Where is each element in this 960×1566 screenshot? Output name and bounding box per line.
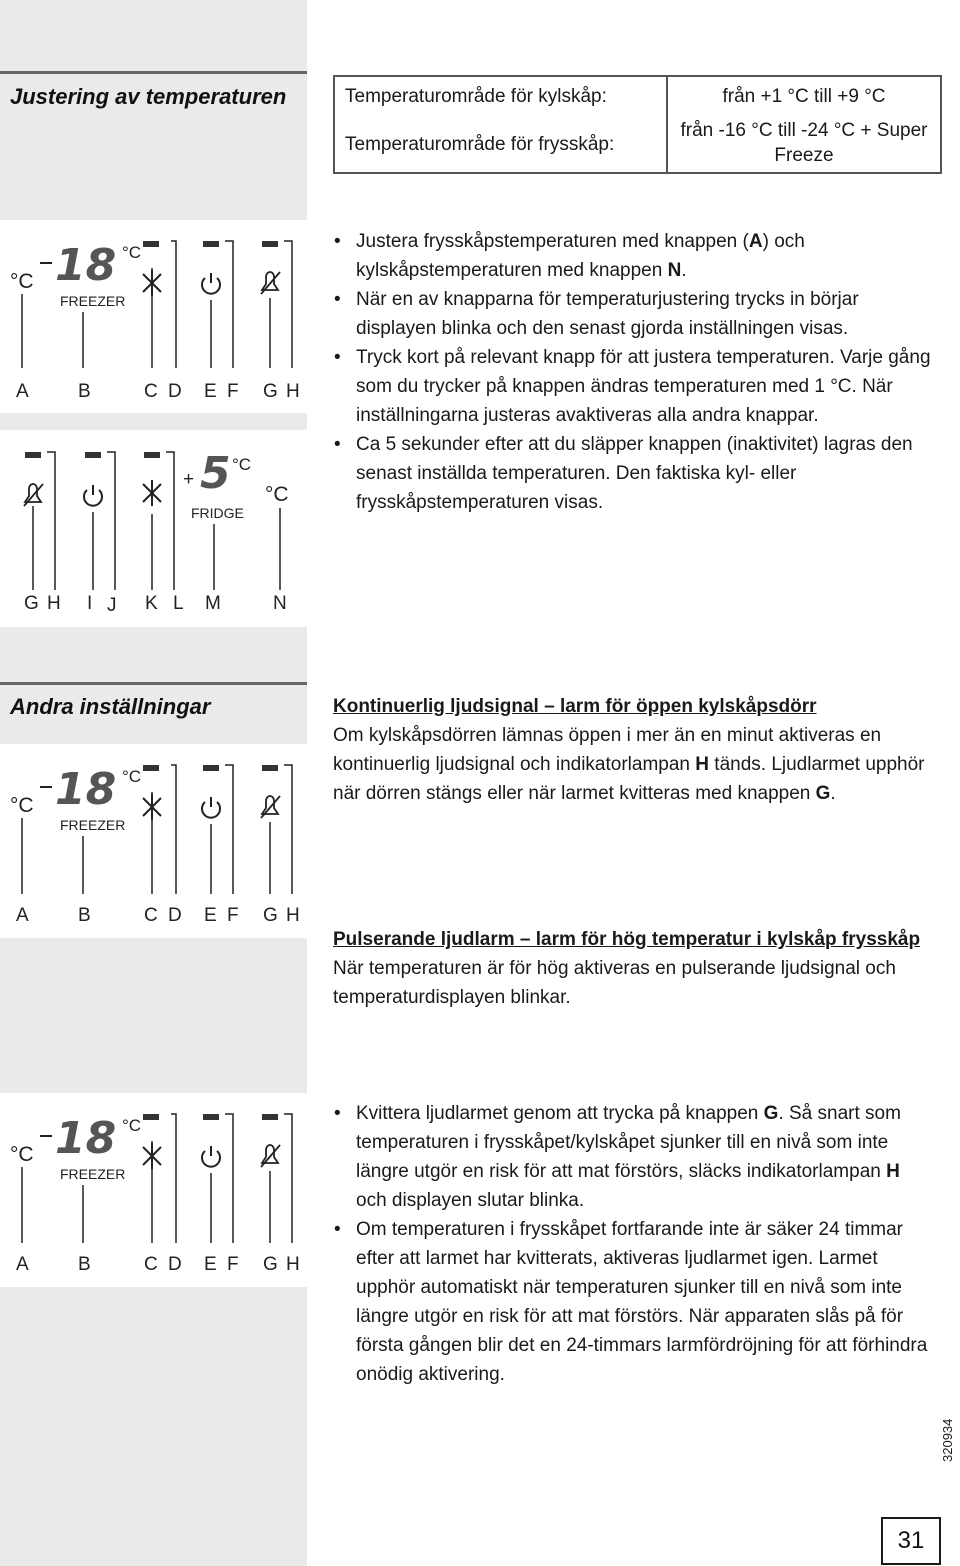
fridge-key-m: M: [205, 593, 221, 614]
freezer-key-d: D: [168, 1254, 182, 1275]
freezer-key-h: H: [286, 1254, 300, 1275]
power-icon: [202, 797, 220, 818]
fridge-key-k: K: [145, 593, 158, 614]
freezer-key-f: F: [227, 905, 239, 926]
temperature-range-table: [333, 75, 942, 174]
freezer-key-h: H: [286, 905, 300, 926]
freezer-key-d: D: [168, 381, 182, 402]
temperature-instructions: [333, 227, 933, 517]
freezer-key-a: A: [16, 381, 29, 402]
pulsing-alarm-section: [333, 925, 933, 1012]
freezer-key-f: F: [227, 381, 239, 402]
page-number: 31: [881, 1517, 941, 1565]
pulsing-alarm-heading: Pulserande ljudlarm – larm för hög temperatur i kylskåp frysskåp: [333, 929, 921, 950]
freezer-range-value: från -16 °C till -24 °C + Super Freeze: [680, 120, 928, 166]
fridge-key-i: I: [87, 593, 93, 614]
freezer-display: 18: [55, 1113, 117, 1164]
freezer-key-g: G: [263, 381, 278, 402]
fridge-display-label: FRIDGE: [191, 505, 244, 521]
panel-diagram-svg: [0, 220, 307, 627]
freezer-key-c: C: [144, 381, 158, 402]
list-item: • Tryck kort på relevant knapp för att justera temperaturen. Varje gång som du trycker på knappen ändras temperaturen med 1 °C. När inställningarna justeras avaktiveras alla andra knappar.: [333, 343, 933, 430]
freezer-unit-right: °C: [122, 243, 142, 262]
power-icon: [84, 485, 102, 506]
freezer-key-e: E: [204, 905, 217, 926]
acknowledge-instructions: [333, 1099, 933, 1389]
fridge-range-value: från +1 °C till +9 °C: [722, 86, 886, 107]
freezer-panel-svg: [0, 744, 307, 938]
section-rule: [0, 71, 307, 74]
alarm-off-icon: [261, 796, 280, 818]
freezer-display: 18: [55, 764, 117, 815]
freezer-key-g: G: [263, 905, 278, 926]
fridge-key-l: L: [173, 593, 184, 614]
super-cool-icon: [143, 480, 161, 506]
freezer-unit-left: °C: [10, 270, 34, 293]
freezer-display: 18: [55, 240, 117, 291]
section-title-other-settings: Andra inställningar: [10, 694, 211, 719]
freezer-key-c: C: [144, 905, 158, 926]
freezer-key-b: B: [78, 381, 91, 402]
pulsing-alarm-text: När temperaturen är för hög aktiveras en pulserande ljudsignal och temperaturdisplayen blinkar.: [333, 958, 896, 1008]
fridge-unit-display: °C: [232, 455, 252, 474]
freezer-key-a: A: [16, 1254, 29, 1275]
freezer-unit-left: °C: [10, 1143, 34, 1166]
fridge-range-label: Temperaturområde för kylskåp:: [345, 86, 607, 107]
freezer-unit-right: °C: [122, 767, 142, 786]
freezer-range-label: Temperaturområde för frysskåp:: [345, 134, 615, 155]
fridge-display: 5: [200, 448, 231, 499]
fridge-unit-right: °C: [265, 483, 289, 506]
fridge-key-j: J: [107, 595, 117, 616]
freezer-panel: [10, 240, 300, 402]
control-panel-diagram: [0, 220, 307, 627]
power-icon: [202, 273, 220, 294]
fridge-key-h: H: [47, 593, 61, 614]
freezer-key-b: B: [78, 1254, 91, 1275]
freezer-key-h: H: [286, 381, 300, 402]
freezer-key-f: F: [227, 1254, 239, 1275]
list-item: • Justera frysskåpstemperaturen med knappen (A) och kylskåpstemperaturen med knappen N.: [333, 227, 933, 285]
fridge-key-g: G: [24, 593, 39, 614]
super-freeze-icon: [143, 270, 161, 296]
fridge-key-n: N: [273, 593, 287, 614]
freezer-key-e: E: [204, 381, 217, 402]
freezer-key-c: C: [144, 1254, 158, 1275]
list-item: • Kvittera ljudlarmet genom att trycka på knappen G. Så snart som temperaturen i frysskåpet/kylskåpet sjunker till en nivå som inte längre utgör en risk för att mat förstörs, släcks indikatorlampan H och displayen slutar blinka.: [333, 1099, 933, 1215]
list-item: • När en av knapparna för temperaturjustering trycks in börjar displayen blinka och den senast gjorda inställningen visas.: [333, 285, 933, 343]
continuous-alarm-section: [333, 692, 943, 808]
alarm-off-icon: [261, 1145, 280, 1167]
freezer-key-a: A: [16, 905, 29, 926]
freezer-display-label: FREEZER: [60, 1166, 126, 1182]
alarm-off-icon: [261, 272, 280, 294]
section-rule: [0, 682, 307, 685]
freezer-unit-right: °C: [122, 1116, 142, 1135]
super-freeze-icon: [143, 794, 161, 820]
freezer-unit-left: °C: [10, 794, 34, 817]
continuous-alarm-heading: Kontinuerlig ljudsignal – larm för öppen kylskåpsdörr: [333, 696, 817, 717]
freezer-display-label: FREEZER: [60, 293, 126, 309]
freezer-key-e: E: [204, 1254, 217, 1275]
section-title-temperature: Justering av temperaturen: [10, 84, 287, 109]
freezer-display-label: FREEZER: [60, 817, 126, 833]
freezer-panel-diagram: [0, 1093, 307, 1287]
fridge-display-plus: +: [183, 469, 195, 490]
list-item: • Ca 5 sekunder efter att du släpper knappen (inaktivitet) lagras den senast inställda temperaturen. Den faktiska kyl- eller frysskåpstemperaturen visas.: [333, 430, 933, 517]
power-icon: [202, 1146, 220, 1167]
super-freeze-icon: [143, 1143, 161, 1169]
alarm-off-icon: [24, 484, 43, 506]
continuous-alarm-text: Om kylskåpsdörren lämnas öppen i mer än en minut aktiveras en kontinuerlig ljudsignal och indikatorlampan H tänds. Ljudlarmet upphör när dörren stängs eller när larmet kvitteras med knappen G.: [333, 725, 925, 804]
freezer-key-g: G: [263, 1254, 278, 1275]
freezer-key-b: B: [78, 905, 91, 926]
document-code: 320934: [940, 1418, 955, 1462]
freezer-panel-svg: [0, 1093, 307, 1287]
freezer-panel-diagram: [0, 744, 307, 938]
fridge-panel: [24, 448, 289, 616]
freezer-key-d: D: [168, 905, 182, 926]
list-item: • Om temperaturen i frysskåpet fortfarande inte är säker 24 timmar efter att larmet har kvitterats, aktiveras ljudlarmet igen. Larmet upphör automatiskt när temperaturen sjunker till en nivå som inte längre utgör en risk för att mat förstörs. När apparaten slås på för första gången blir det en 24-timmars larmfördröjning för att förhindra onödig aktivering.: [333, 1215, 933, 1389]
